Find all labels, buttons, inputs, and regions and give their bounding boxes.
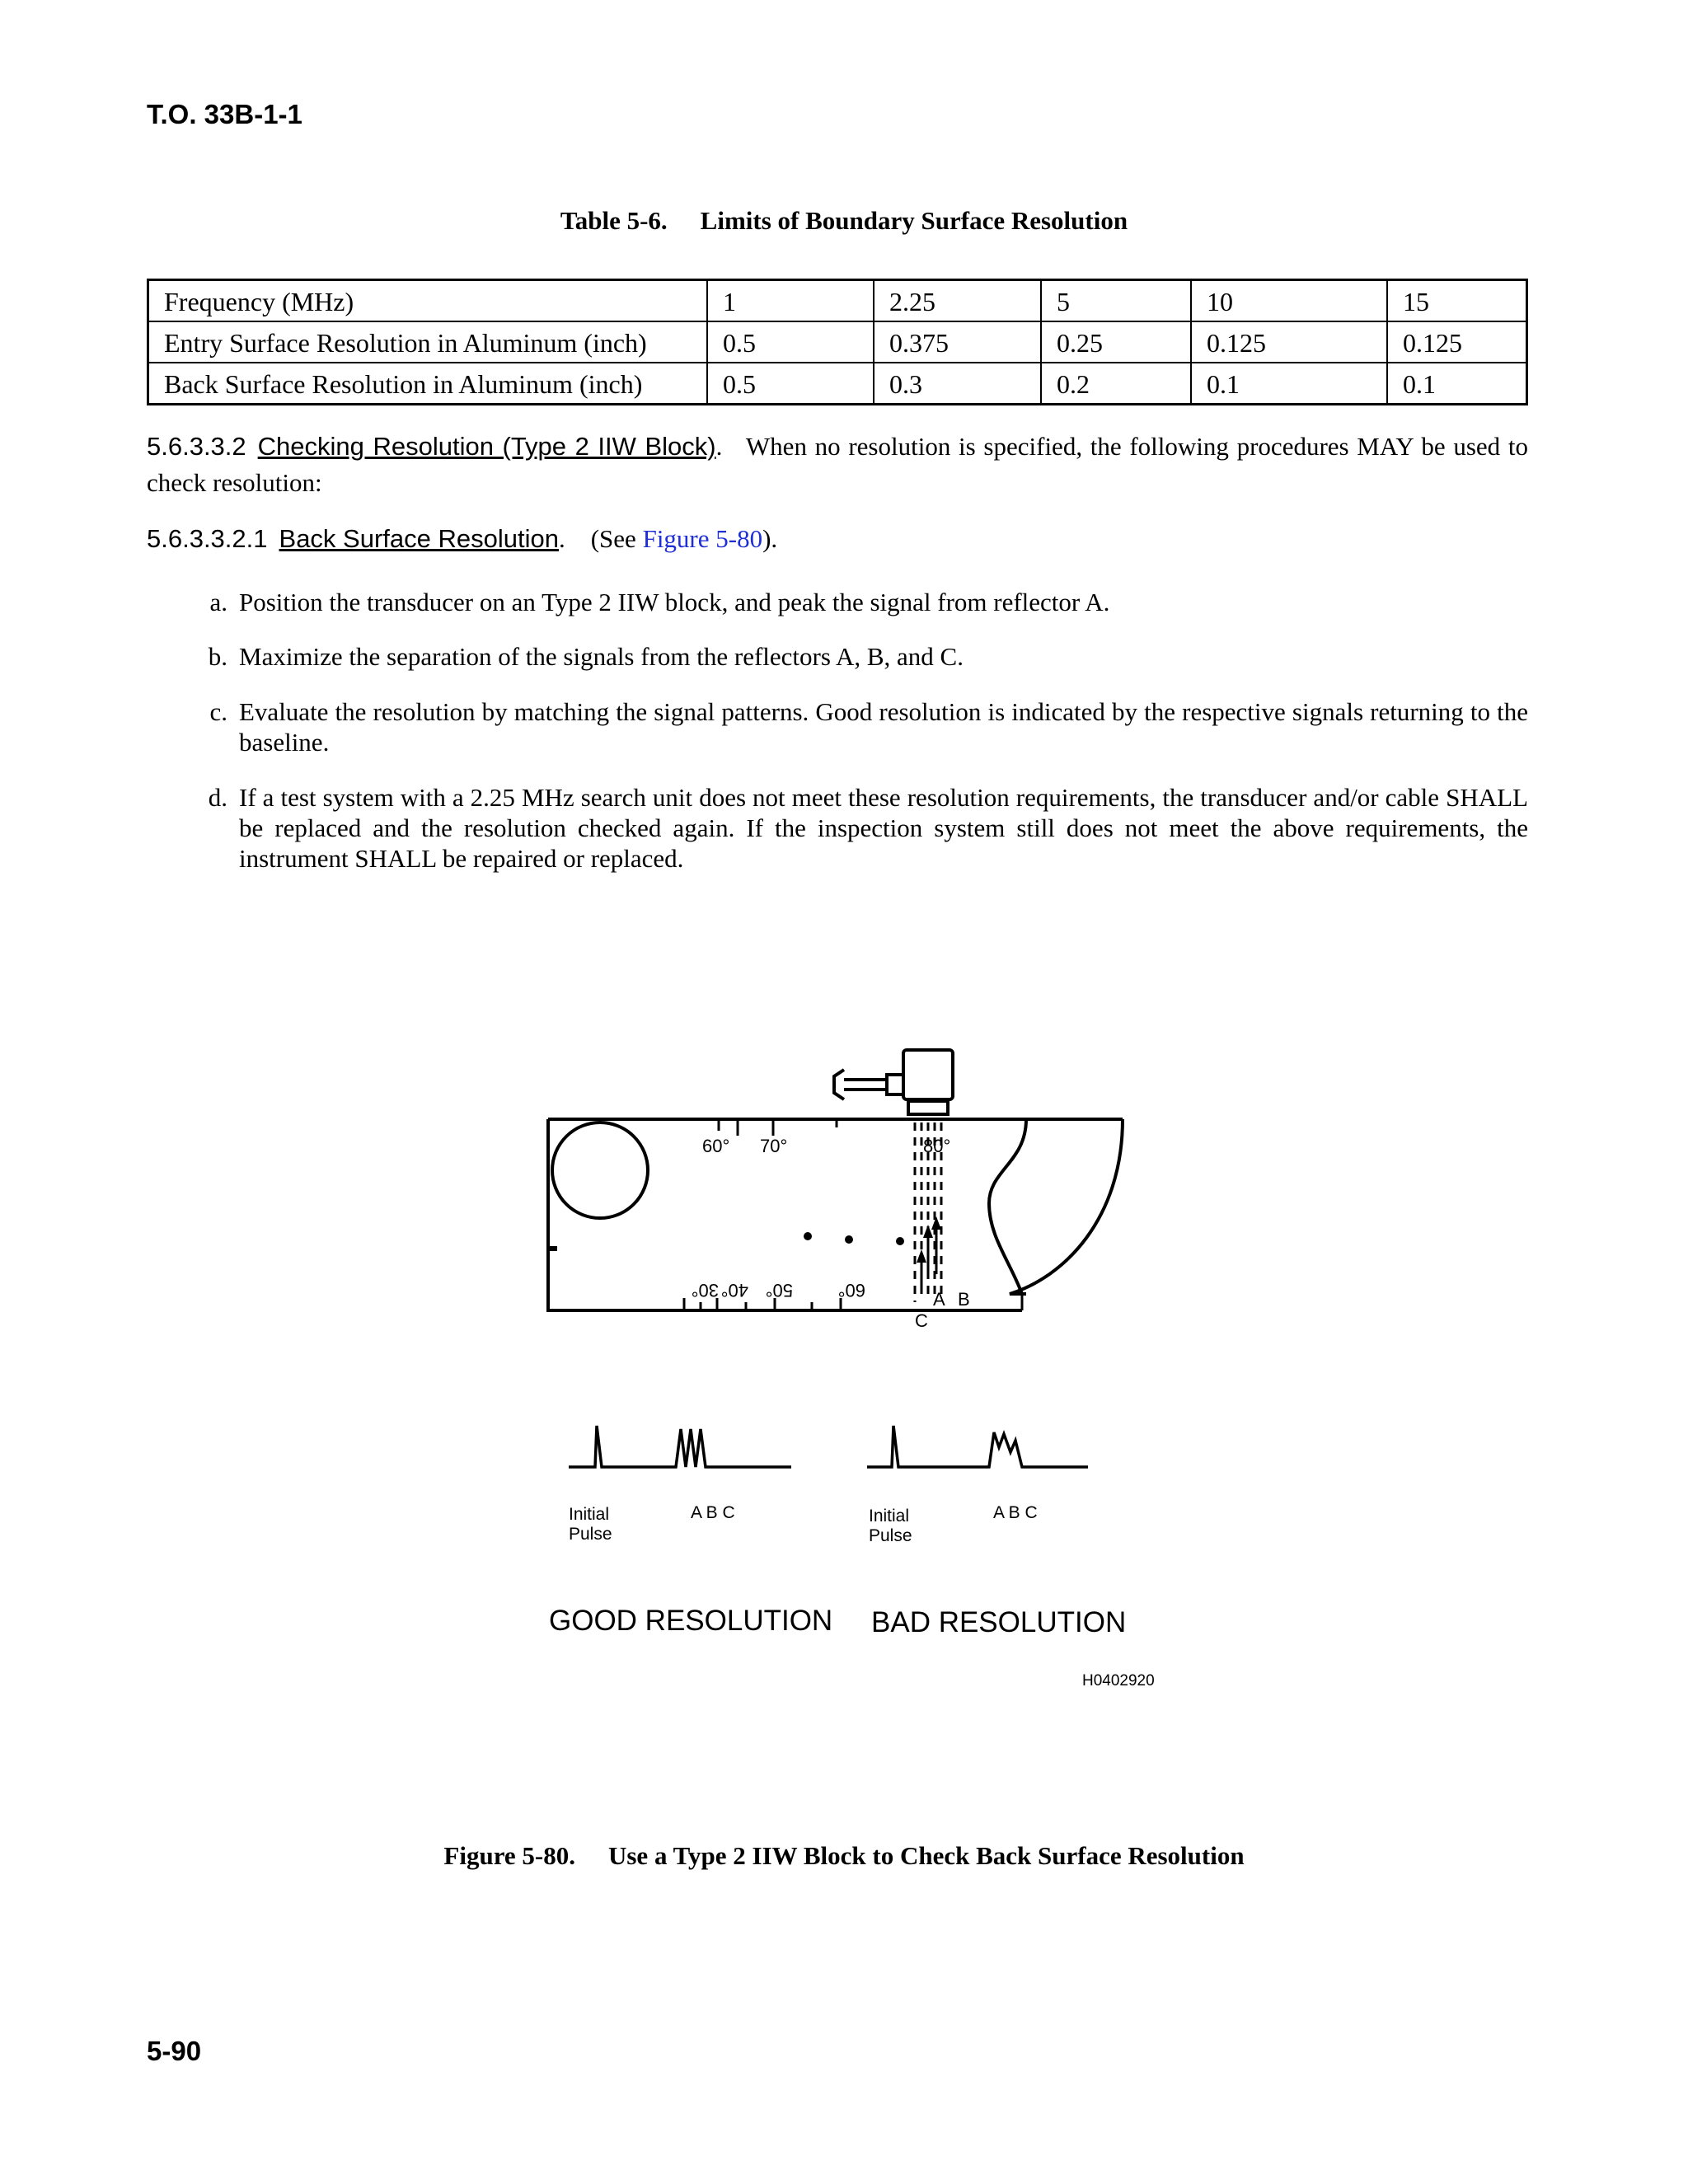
bad-pulse-label: Pulse	[869, 1526, 912, 1545]
angle-label: 70°	[760, 1136, 788, 1156]
section-number: 5.6.3.3.2	[147, 432, 246, 461]
side-marker	[549, 1246, 557, 1251]
good-resolution-trace	[569, 1426, 791, 1467]
curved-slot	[989, 1119, 1026, 1294]
iiw-block-diagram	[548, 1050, 1123, 1310]
bad-initial-label: Initial	[869, 1507, 910, 1526]
figure-code: H0402920	[1082, 1672, 1155, 1690]
paragraph-5-6-3-3-2-1	[147, 521, 1528, 557]
table-row	[148, 280, 1527, 322]
see-suffix: ).	[762, 524, 778, 553]
arrow-head	[923, 1225, 933, 1238]
dot	[804, 1232, 812, 1240]
list-text: Position the transducer on an Type 2 IIW block, and peak the signal from reflector A.	[239, 588, 1110, 616]
notch	[1022, 1294, 1026, 1310]
paragraph-text: When no resolution is specified, the following procedures MAY be used to check resolution:	[147, 432, 1528, 497]
table-title-text: Limits of Boundary Surface Resolution	[700, 206, 1128, 235]
list-text: Evaluate the resolution by matching the signal patterns. Good resolution is indicated by the respective signals returning to the baseline.	[239, 697, 1528, 757]
table-cell: 0.25	[1041, 321, 1191, 363]
table-cell: Back Surface Resolution in Aluminum (inch)	[148, 363, 708, 405]
resolution-table	[147, 279, 1528, 405]
table-cell: 0.2	[1041, 363, 1191, 405]
section-heading: Checking Resolution (Type 2 IIW Block)	[257, 432, 716, 461]
table-cell: Frequency (MHz)	[148, 280, 708, 322]
angle-label: 50°	[765, 1280, 793, 1301]
table-cell: 0.375	[874, 321, 1041, 363]
table-number: Table 5-6.	[560, 206, 668, 235]
table-cell: 10	[1191, 280, 1387, 322]
bad-abc-label: A B C	[993, 1503, 1038, 1522]
table-cell: 0.125	[1387, 321, 1527, 363]
good-resolution-title: GOOD RESOLUTION	[549, 1605, 833, 1637]
section-number: 5.6.3.3.2.1	[147, 524, 268, 553]
block-radius	[1010, 1119, 1123, 1294]
reflector-label-b: B	[958, 1289, 970, 1310]
good-abc-label: A B C	[691, 1503, 735, 1522]
table-row	[148, 363, 1527, 405]
dot	[845, 1235, 853, 1244]
section-heading: Back Surface Resolution	[279, 524, 559, 553]
list-item	[195, 587, 1528, 617]
table-cell: 15	[1387, 280, 1527, 322]
figure-5-80	[528, 1030, 1170, 1722]
table-cell: 0.125	[1191, 321, 1387, 363]
angle-label: 80°	[923, 1136, 951, 1156]
good-initial-label: Initial	[569, 1505, 610, 1524]
see-prefix: (See	[590, 524, 643, 553]
figure-link[interactable]: Figure 5-80	[642, 524, 763, 553]
list-text: If a test system with a 2.25 MHz search unit does not meet these resolution requirements, the transducer and/or cable SHALL be replaced and the resolution checked again. If the inspection system still does not meet the above requirements, the instrument SHALL be repaired or replaced.	[239, 783, 1528, 873]
angle-label: 40°	[720, 1280, 748, 1301]
reflector-label-a: A	[933, 1289, 945, 1310]
trace-labels	[549, 1503, 1155, 1690]
cable-connector	[887, 1075, 903, 1094]
figure-caption	[0, 1841, 1688, 1871]
table-cell: Entry Surface Resolution in Aluminum (inch)	[148, 321, 708, 363]
table-cell: 0.3	[874, 363, 1041, 405]
table-cell: 0.5	[707, 321, 874, 363]
angle-label: 60°	[702, 1136, 730, 1156]
list-letter: b.	[208, 642, 227, 671]
reflector-label-c: C	[915, 1310, 928, 1331]
table-cell: 0.1	[1191, 363, 1387, 405]
arrow-head	[917, 1249, 926, 1263]
heading-period: .	[558, 524, 591, 553]
hole	[552, 1122, 648, 1218]
angle-label: 60°	[837, 1280, 865, 1301]
table-row	[148, 321, 1527, 363]
list-item	[195, 641, 1528, 672]
page-number: 5-90	[147, 2036, 202, 2066]
list-letter: d.	[208, 783, 227, 812]
table-title	[0, 206, 1688, 236]
list-item	[195, 782, 1528, 874]
dot	[896, 1237, 904, 1245]
figure-number: Figure 5-80.	[443, 1841, 575, 1870]
paragraph-5-6-3-3-2	[147, 429, 1528, 501]
table-cell: 1	[707, 280, 874, 322]
table-cell: 0.1	[1387, 363, 1527, 405]
bad-resolution-trace	[867, 1426, 1088, 1467]
table-cell: 0.5	[707, 363, 874, 405]
document-id: T.O. 33B-1-1	[147, 99, 302, 129]
heading-period: .	[715, 432, 746, 461]
figure-title: Use a Type 2 IIW Block to Check Back Surface Resolution	[607, 1841, 1245, 1870]
list-letter: c.	[209, 697, 227, 726]
signal-traces	[569, 1426, 1088, 1467]
good-pulse-label: Pulse	[569, 1525, 612, 1544]
angle-label: 30°	[691, 1280, 719, 1301]
arrow-head	[931, 1216, 941, 1230]
table-cell: 5	[1041, 280, 1191, 322]
transducer-icon	[903, 1050, 953, 1099]
list-letter: a.	[209, 588, 227, 616]
transducer-shoe	[908, 1101, 948, 1114]
list-item	[195, 696, 1528, 757]
bad-resolution-title: BAD RESOLUTION	[871, 1606, 1127, 1638]
list-text: Maximize the separation of the signals from the reflectors A, B, and C.	[239, 642, 964, 671]
table-cell: 2.25	[874, 280, 1041, 322]
cable-connector	[834, 1070, 844, 1099]
